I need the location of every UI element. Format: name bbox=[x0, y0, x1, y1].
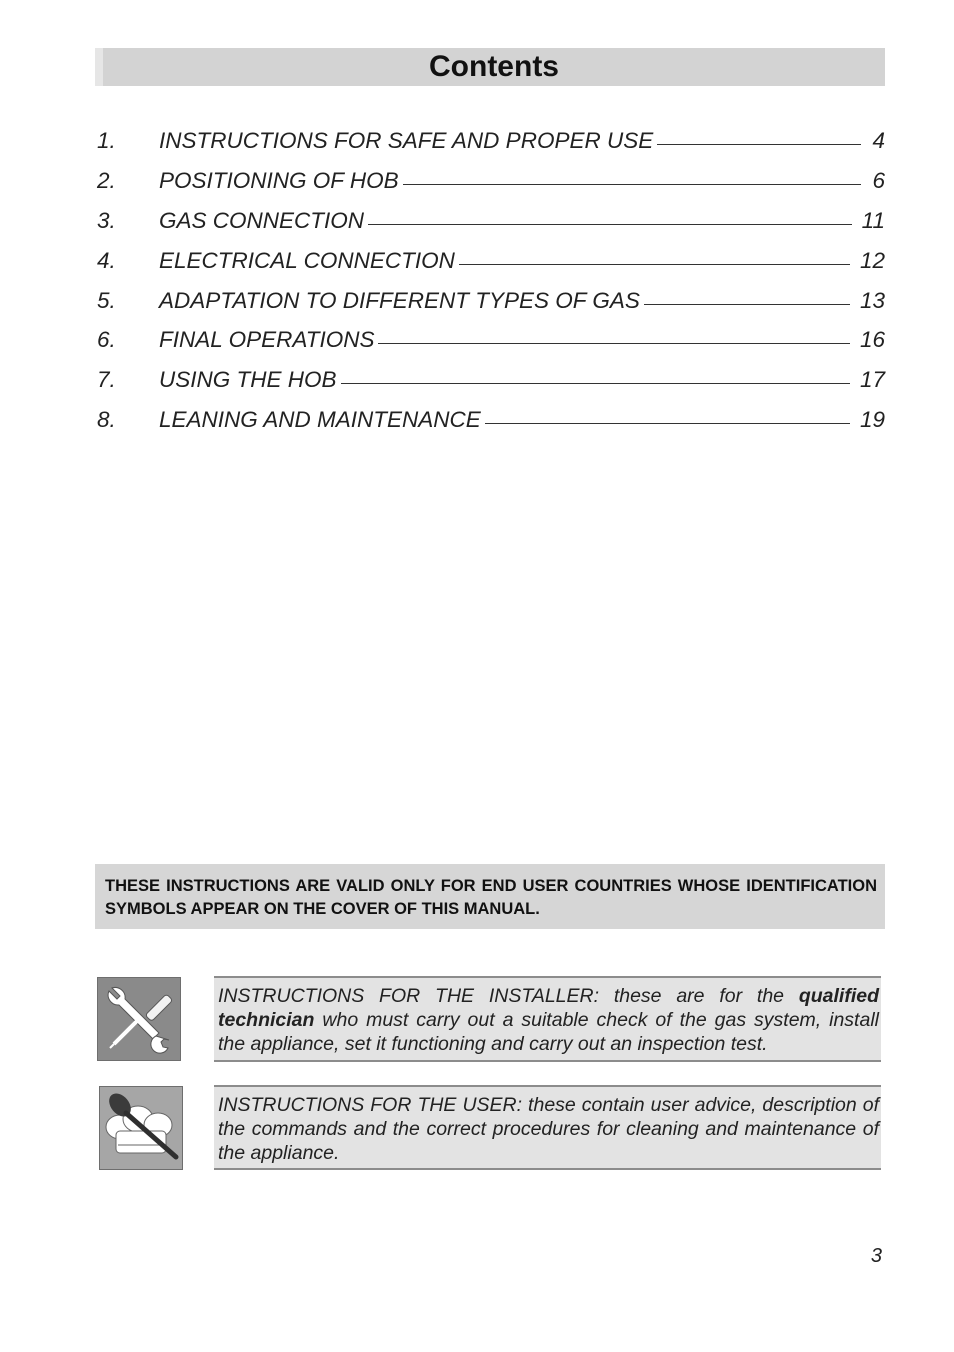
toc-entry-page: 6 bbox=[872, 167, 885, 193]
toc-entry-page: 16 bbox=[859, 327, 885, 353]
toc-entry-title: USING THE HOB bbox=[159, 367, 337, 393]
toc-entry-number: 3. bbox=[97, 207, 116, 233]
installer-text-bold: qualified technician bbox=[218, 985, 879, 1031]
installer-instructions bbox=[214, 976, 881, 1062]
toc-entry[interactable] bbox=[97, 168, 885, 208]
toc-entry[interactable] bbox=[97, 288, 885, 328]
toc-entry-number: 8. bbox=[97, 407, 116, 433]
toc-entry-title: FINAL OPERATIONS bbox=[159, 327, 375, 353]
page-title: Contents bbox=[429, 50, 559, 83]
toc-entry-number: 7. bbox=[97, 367, 116, 393]
toc-leader-line bbox=[378, 343, 850, 344]
toc-entry-page: 13 bbox=[859, 287, 885, 313]
wrench-screwdriver-icon bbox=[97, 977, 181, 1061]
toc-entry[interactable] bbox=[97, 248, 885, 288]
user-instructions: INSTRUCTIONS FOR THE USER: these contain user advice, description of the commands and the correct procedures for cleaning and maintenance of the appliance. bbox=[214, 1085, 881, 1170]
toc-entry-number: 4. bbox=[97, 247, 116, 273]
toc-entry-title: ELECTRICAL CONNECTION bbox=[159, 247, 455, 273]
toc-entry-page: 4 bbox=[872, 128, 885, 153]
toc-leader-line bbox=[459, 264, 850, 265]
toc-entry-number: 6. bbox=[97, 327, 116, 353]
table-of-contents bbox=[97, 128, 885, 447]
toc-entry-title: ADAPTATION TO DIFFERENT TYPES OF GAS bbox=[159, 287, 640, 313]
toc-entry[interactable] bbox=[97, 128, 885, 168]
toc-leader-line bbox=[485, 423, 850, 424]
toc-entry[interactable] bbox=[97, 327, 885, 367]
toc-entry[interactable] bbox=[97, 407, 885, 447]
toc-entry-title: LEANING AND MAINTENANCE bbox=[159, 407, 481, 433]
toc-entry[interactable] bbox=[97, 208, 885, 248]
toc-entry-title: INSTRUCTIONS FOR SAFE AND PROPER USE bbox=[159, 128, 654, 153]
contents-title-bar bbox=[95, 48, 885, 86]
toc-entry-page: 12 bbox=[859, 247, 885, 273]
spoon-chef-hat-icon bbox=[99, 1086, 183, 1170]
toc-leader-line bbox=[644, 304, 850, 305]
toc-leader-line bbox=[368, 224, 852, 225]
toc-entry-number: 2. bbox=[97, 167, 116, 193]
toc-entry-number: 5. bbox=[97, 287, 116, 313]
page-number: 3 bbox=[870, 1245, 882, 1267]
toc-entry-page: 19 bbox=[859, 407, 885, 433]
toc-entry-title: GAS CONNECTION bbox=[159, 207, 365, 233]
installer-text-end: who must carry out a suitable check of the gas system, install the appliance, set it functioning and carry out an inspection test. bbox=[218, 1009, 879, 1055]
toc-leader-line bbox=[657, 144, 861, 145]
toc-entry[interactable] bbox=[97, 367, 885, 407]
toc-entry-title: POSITIONING OF HOB bbox=[159, 167, 399, 193]
toc-leader-line bbox=[341, 383, 850, 384]
validity-notice: THESE INSTRUCTIONS ARE VALID ONLY FOR END USER COUNTRIES WHOSE IDENTIFICATION SYMBOLS APPEAR ON THE COVER OF THIS MANUAL. bbox=[95, 864, 885, 929]
toc-entry-number: 1. bbox=[97, 128, 116, 153]
toc-leader-line bbox=[403, 184, 861, 185]
toc-entry-page: 11 bbox=[861, 207, 885, 233]
installer-text-start: INSTRUCTIONS FOR THE INSTALLER: these are for the bbox=[218, 985, 799, 1007]
toc-entry-page: 17 bbox=[859, 367, 885, 393]
